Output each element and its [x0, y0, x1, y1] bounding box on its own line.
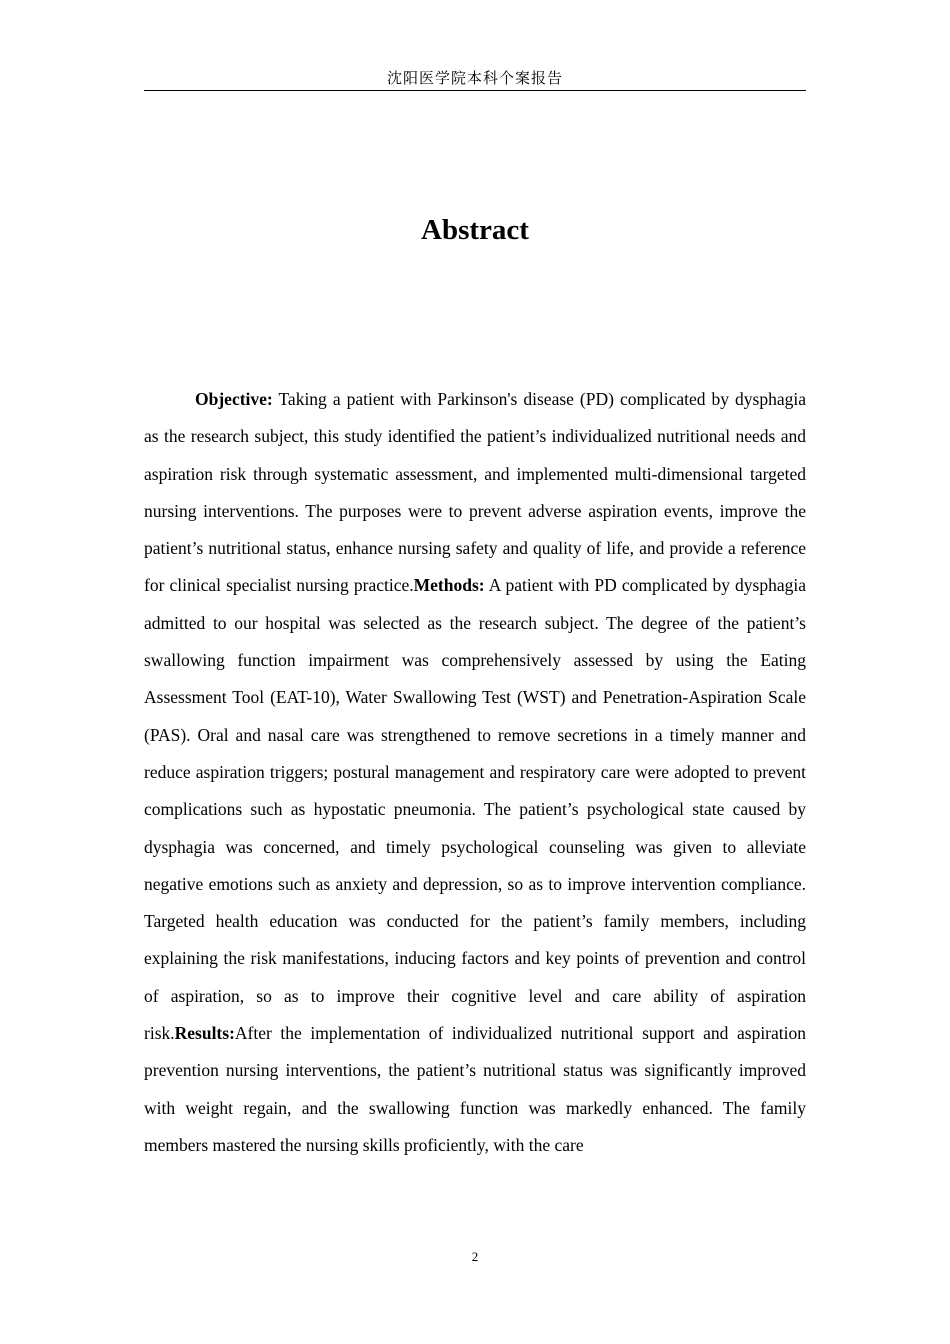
running-header: 沈阳医学院本科个案报告: [144, 68, 806, 91]
results-text: After the implementation of individualized nutritional support and aspiration prevention nursing interventions, the patient’s nutritional status was significantly improved with weight regain, and the swallowing function was markedly enhanced. The family members mastered the nursing skills proficiently, with the care: [144, 1023, 806, 1155]
abstract-paragraph: [144, 381, 806, 1164]
objective-label: Objective:: [195, 389, 273, 409]
objective-text: Taking a patient with Parkinson's disease (PD) complicated by dysphagia as the research subject, this study identified the patient’s individualized nutritional needs and aspiration risk through systematic assessment, and implemented multi-dimensional targeted nursing interventions. The purposes were to prevent adverse aspiration events, improve the patient’s nutritional status, enhance nursing safety and quality of life, and provide a reference for clinical specialist nursing practice.: [144, 389, 806, 596]
results-label: Results:: [174, 1023, 235, 1044]
methods-text: A patient with PD complicated by dysphagia admitted to our hospital was selected as the research subject. The degree of the patient’s swallowing function impairment was comprehensively assessed by using the Eating Assessment Tool (EAT-10), Water Swallowing Test (WST) and Penetration-Aspiration Scale (PAS). Oral and nasal care was strengthened to remove secretions in a timely manner and reduce aspiration triggers; postural management and respiratory care were adopted to prevent complications such as hypostatic pneumonia. The patient’s psychological state caused by dysphagia was concerned, and timely psychological counseling was given to alleviate negative emotions such as anxiety and depression, so as to improve intervention compliance. Targeted health education was conducted for the patient’s family members, including explaining the risk manifestations, inducing factors and key points of prevention and control of aspiration, so as to improve their cognitive level and care ability of aspiration risk.: [144, 575, 806, 1044]
section-title: Abstract: [421, 214, 529, 246]
page-number: 2: [471, 1249, 479, 1264]
methods-label: Methods:: [413, 575, 485, 596]
